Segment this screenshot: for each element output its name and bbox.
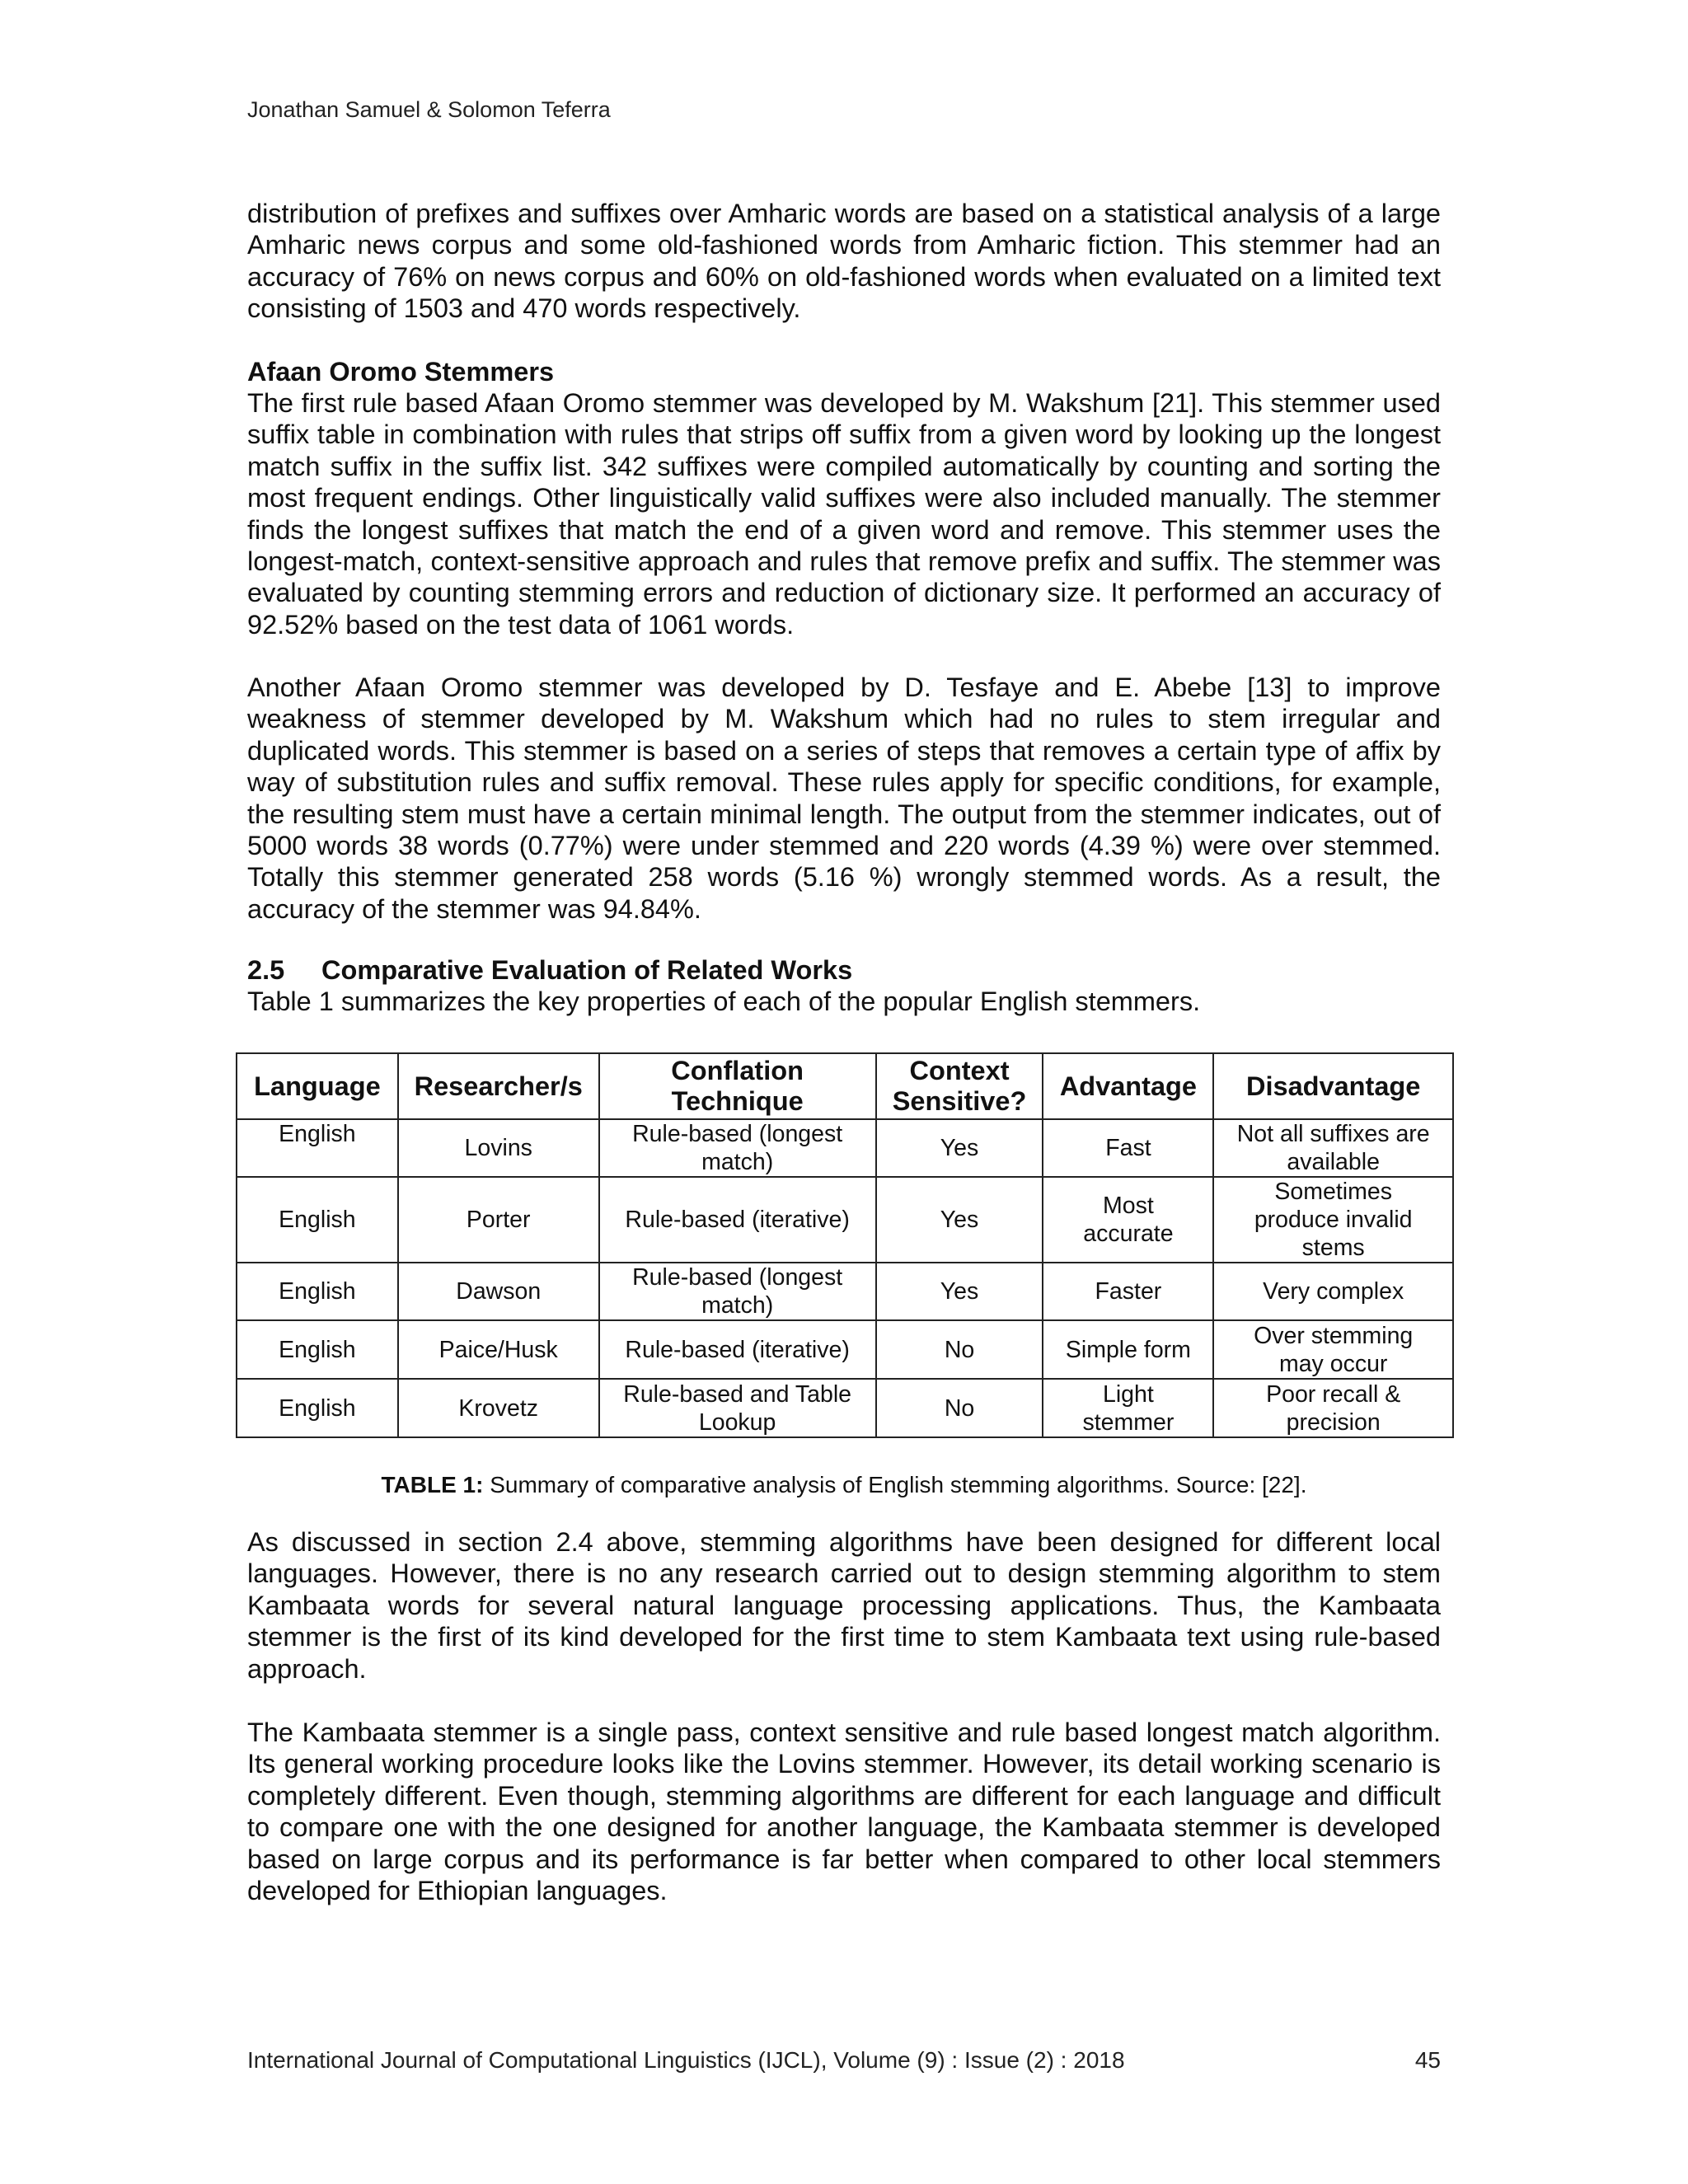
cell-context: Yes (876, 1177, 1043, 1263)
cell-language: English (237, 1320, 398, 1379)
cell-technique: Rule-based (longest match) (599, 1119, 876, 1177)
cell-language: English (237, 1263, 398, 1320)
cell-technique: Rule-based (iterative) (599, 1320, 876, 1379)
cell-researcher: Paice/Husk (398, 1320, 599, 1379)
paragraph-amharic-stemmer: distribution of prefixes and suffixes over Amharic words are based on a statistical analysis of a large Amharic news corpus and some old-fashioned words from Amharic fiction. This stemmer had an accuracy of 76% on news corpus and 60% on old-fashioned words when evaluated on a limited text consisting of 1503 and 470 words respectively. (247, 199, 1441, 324)
cell-technique: Rule-based (longest match) (599, 1263, 876, 1320)
paragraph-section-discussion: As discussed in section 2.4 above, stemming algorithms have been designed for different local languages. However, there is no any research carried out to design stemming algorithm to stem Kambaata words for several natural language processing applications. Thus, the Kambaata stemmer is the first of its kind developed for the first time to stem Kambaata text using rule-based approach. (247, 1527, 1441, 1684)
cell-disadvantage: Very complex (1213, 1263, 1453, 1320)
paragraph-table-intro: Table 1 summarizes the key properties of each of the popular English stemmers. (247, 987, 1201, 1016)
cell-disadvantage: Over stemming may occur (1213, 1320, 1453, 1379)
cell-language: English (237, 1379, 398, 1437)
cell-advantage: Simple form (1043, 1320, 1213, 1379)
cell-technique: Rule-based and Table Lookup (599, 1379, 876, 1437)
header-researcher: Researcher/s (398, 1053, 599, 1119)
table-row (237, 1379, 1453, 1437)
cell-context: Yes (876, 1119, 1043, 1177)
header-advantage: Advantage (1043, 1053, 1213, 1119)
cell-researcher: Krovetz (398, 1379, 599, 1437)
section-heading (247, 954, 852, 986)
page-number: 45 (1414, 2047, 1441, 2073)
cell-context: Yes (876, 1263, 1043, 1320)
comparison-table (236, 1052, 1454, 1438)
cell-disadvantage: Poor recall & precision (1213, 1379, 1453, 1437)
table-row (237, 1177, 1453, 1263)
paragraph-kambaata-stemmer: The Kambaata stemmer is a single pass, context sensitive and rule based longest match algorithm. Its general working procedure looks like the Lovins stemmer. However, its detail working scenario is completely different. Even though, stemming algorithms are different for each language and difficult to compare one with the one designed for another language, the Kambaata stemmer is developed based on large corpus and its performance is far better when compared to other local stemmers developed for Ethiopian languages. (247, 1718, 1441, 1906)
cell-researcher: Lovins (398, 1119, 599, 1177)
header-disadvantage: Disadvantage (1213, 1053, 1453, 1119)
table-row (237, 1263, 1453, 1320)
section-number: 2.5 (247, 955, 285, 985)
cell-researcher: Dawson (398, 1263, 599, 1320)
cell-researcher: Porter (398, 1177, 599, 1263)
cell-advantage: Most accurate (1043, 1177, 1213, 1263)
paragraph-wakshum-stemmer: The first rule based Afaan Oromo stemmer was developed by M. Wakshum [21]. This stemmer used suffix table in combination with rules that strips off suffix from a given word by looking up the longest match suffix in the suffix list. 342 suffixes were compiled automatically by counting and sorting the most frequent endings. Other linguistically valid suffixes were also included manually. The stemmer finds the longest suffixes that match the end of a given word and remove. This stemmer uses the longest-match, context-sensitive approach and rules that remove prefix and suffix. The stemmer was evaluated by counting stemming errors and reduction of dictionary size. It performed an accuracy of 92.52% based on the test data of 1061 words. (247, 388, 1441, 640)
cell-language: English (237, 1119, 398, 1177)
cell-context: No (876, 1320, 1043, 1379)
section-title: Comparative Evaluation of Related Works (321, 955, 853, 985)
cell-advantage: Light stemmer (1043, 1379, 1213, 1437)
table-row (237, 1320, 1453, 1379)
header-conflation: Conflation Technique (599, 1053, 876, 1119)
caption-label: TABLE 1: (381, 1472, 484, 1497)
running-header: Jonathan Samuel & Solomon Teferra (247, 97, 611, 122)
cell-disadvantage: Not all suffixes are available (1213, 1119, 1453, 1177)
cell-language: English (237, 1177, 398, 1263)
paragraph-tesfaye-stemmer: Another Afaan Oromo stemmer was developed by D. Tesfaye and E. Abebe [13] to improve weakness of stemmer developed by M. Wakshum which had no rules to stem irregular and duplicated words. This stemmer is based on a series of steps that removes a certain type of affix by way of substitution rules and suffix removal. These rules apply for specific conditions, for example, the resulting stem must have a certain minimal length. The output from the stemmer indicates, out of 5000 words 38 words (0.77%) were under stemmed and 220 words (4.39 %) were over stemmed. Totally this stemmer generated 258 words (5.16 %) wrongly stemmed words. As a result, the accuracy of the stemmer was 94.84%. (247, 673, 1441, 924)
cell-advantage: Fast (1043, 1119, 1213, 1177)
cell-context: No (876, 1379, 1043, 1437)
subheading-afaan-oromo: Afaan Oromo Stemmers (247, 357, 555, 387)
header-context: Context Sensitive? (876, 1053, 1043, 1119)
cell-disadvantage: Sometimes produce invalid stems (1213, 1177, 1453, 1263)
cell-advantage: Faster (1043, 1263, 1213, 1320)
caption-text: Summary of comparative analysis of English stemming algorithms. Source: [22]. (483, 1472, 1307, 1497)
table-row (237, 1119, 1453, 1177)
cell-technique: Rule-based (iterative) (599, 1177, 876, 1263)
table-caption (247, 1472, 1441, 1498)
table-header-row (237, 1053, 1453, 1119)
header-language: Language (237, 1053, 398, 1119)
journal-footer: International Journal of Computational Linguistics (IJCL), Volume (9) : Issue (2) : 2018 (247, 2047, 1125, 2073)
